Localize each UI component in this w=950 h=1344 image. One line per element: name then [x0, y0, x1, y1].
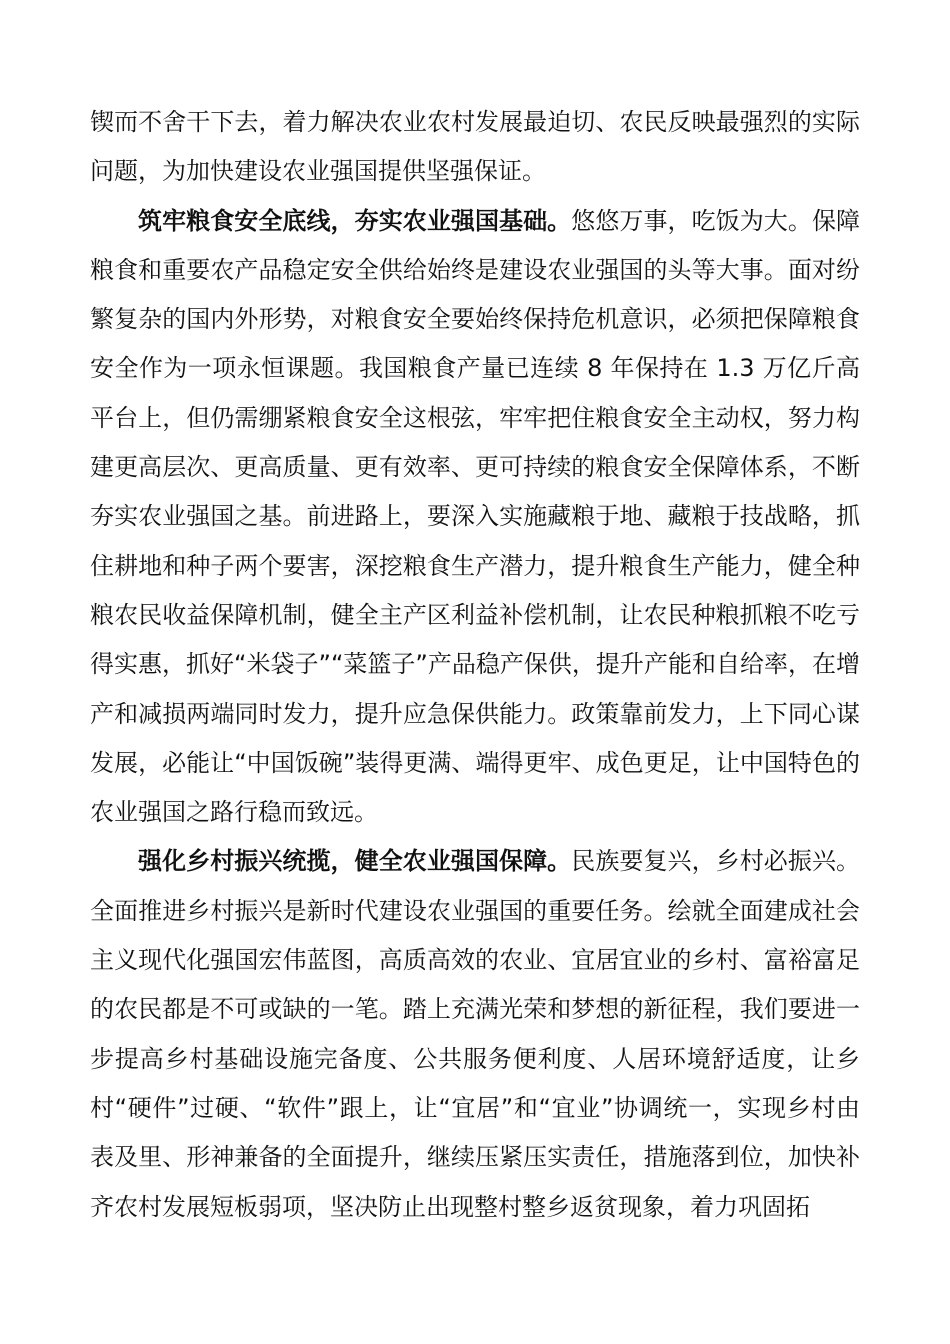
paragraph-rural-revitalization [90, 837, 860, 1231]
paragraph-heading: 筑牢粮食安全底线，夯实农业强国基础。 [138, 206, 572, 235]
paragraph-text: 锲而不舍干下去，着力解决农业农村发展最迫切、农民反映最强烈的实际问题，为加快建设农业强国提供坚强保证。 [90, 108, 860, 186]
document-body [90, 98, 860, 1232]
paragraph-text: 悠悠万事，吃饭为大。保障粮食和重要农产品稳定安全供给始终是建设农业强国的头等大事。面对纷繁复杂的国内外形势，对粮食安全要始终保持危机意识，必须把保障粮食安全作为一项永恒课题。我国粮食产量已连续 8 年保持在 1.3 万亿斤高平台上，但仍需绷紧粮食安全这根弦，牢牢把住粮食安全主动权，努力构建更高层次、更高质量、更有效率、更可持续的粮食安全保障体系，不断夯实农业强国之基。前进路上，要深入实施藏粮于地、藏粮于技战略，抓住耕地和种子两个要害，深挖粮食生产潜力，提升粮食生产能力，健全种粮农民收益保障机制，健全主产区利益补偿机制，让农民种粮抓粮不吃亏得实惠，抓好“米袋子”“菜篮子”产品稳产保供，提升产能和自给率，在增产和减损两端同时发力，提升应急保供能力。政策靠前发力，上下同心谋发展，必能让“中国饭碗”装得更满、端得更牢、成色更足，让中国特色的农业强国之路行稳而致远。 [90, 206, 861, 827]
paragraph-text: 民族要复兴，乡村必振兴。全面推进乡村振兴是新时代建设农业强国的重要任务。绘就全面建成社会主义现代化强国宏伟蓝图，高质高效的农业、宜居宜业的乡村、富裕富足的农民都是不可或缺的一笔。踏上充满光荣和梦想的新征程，我们要进一步提高乡村基础设施完备度、公共服务便利度、人居环境舒适度，让乡村“硬件”过硬、“软件”跟上，让“宜居”和“宜业”协调统一，实现乡村由表及里、形神兼备的全面提升，继续压紧压实责任，措施落到位，加快补齐农村发展短板弱项，坚决防止出现整村整乡返贫现象，着力巩固拓 [90, 847, 861, 1221]
paragraph-heading: 强化乡村振兴统揽，健全农业强国保障。 [138, 847, 572, 876]
paragraph-continued [90, 98, 860, 197]
paragraph-food-security [90, 197, 860, 838]
